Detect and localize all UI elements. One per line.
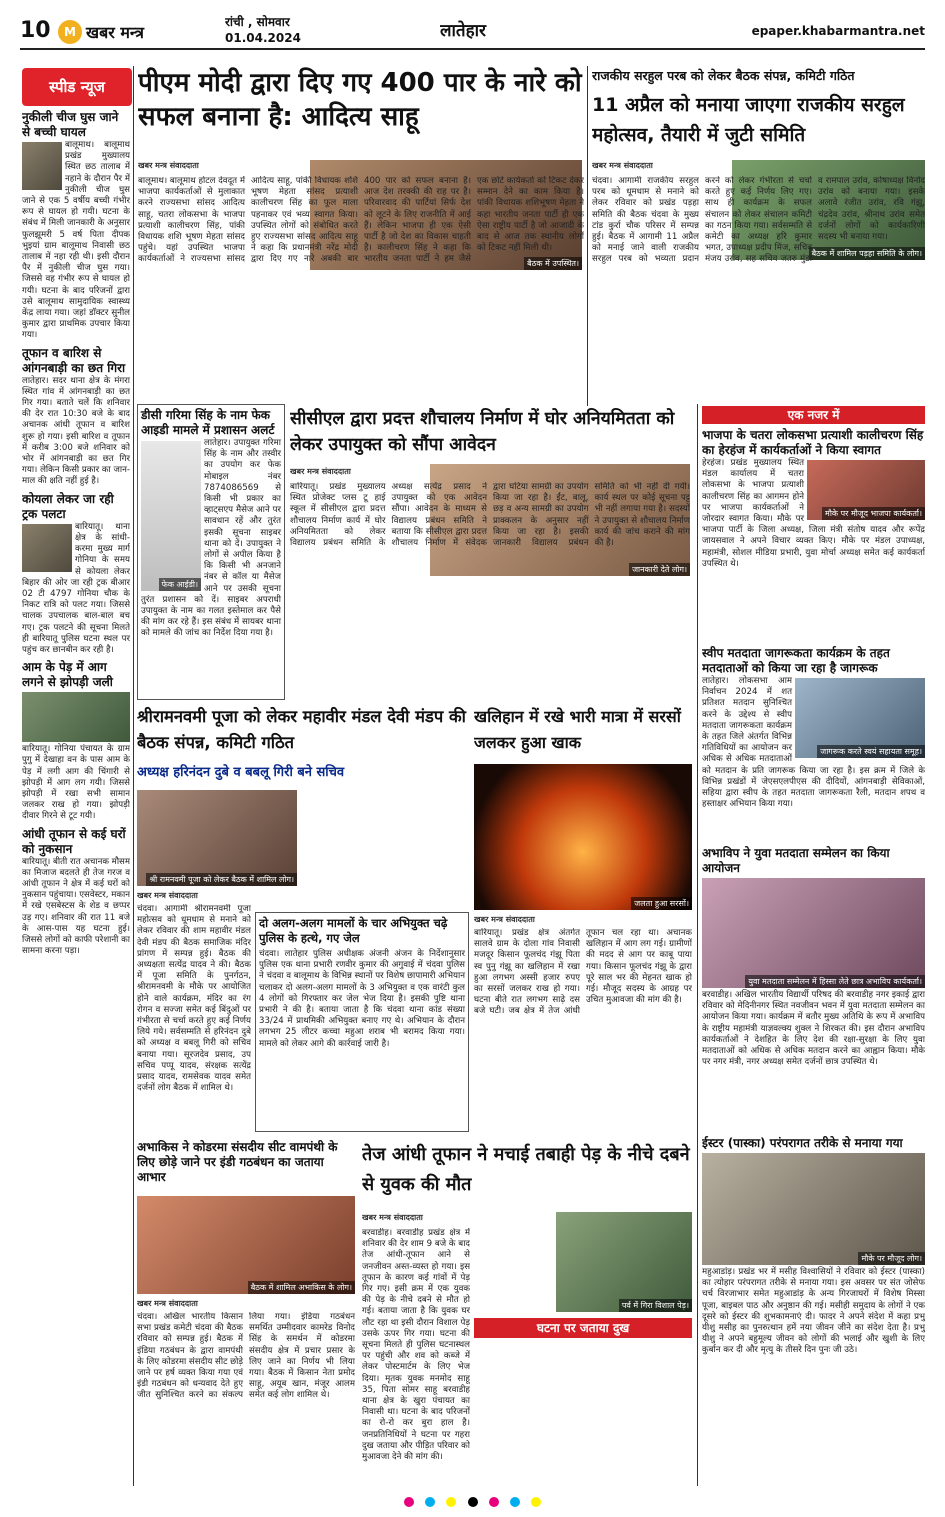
dateline (225, 14, 365, 50)
storm-highlight: घटना पर जताया दुख (474, 1318, 692, 1338)
fake-id-photo (141, 441, 201, 591)
top-story-byline: खबर मन्त्र संवाददाता (138, 161, 199, 170)
column-divider (697, 404, 698, 1486)
toilet-byline: खबर मन्त्र संवाददाता (290, 467, 351, 476)
ek-nazar-item-1 (702, 428, 925, 640)
newspaper-logo (58, 18, 168, 46)
left-item-text: बारियातू। गोनिया पंचायत के ग्राम पुगु में देखाहा वन के पास आम के पेड़ में लगी आग की चिंगारी से झोपड़ी में आग लग गयी। जिससे झोपड़ी में रखा सभी सामान जलकर राख हो गया। झोपड़ी दीवार गिरने से टूट गयी। (22, 744, 130, 822)
kodarma-headline: अभाकिस ने कोडरमा संसदीय सीट वामपंथी के लिए छोड़े जाने पर इंडी गठबंधन का जताया आभार (137, 1140, 338, 1184)
fake-id-text: लातेहार। उपायुक्त गरिमा सिंह के नाम और तस्वीर का उपयोग कर फेक मोबाइल नंबर 7874086569 से किसी भी प्रकार का व्हाट्सएप मैसेज आने पर सावधान रहें और तुरंत इसकी सूचना साइबर थाना को दें। उपायुक्त ने लोगों से अपील किया है कि किसी भी अनजाने नंबर से कॉल या मैसेज आने पर उसकी सूचना तुरंत प्रशासन को दें। साइबर अपराधी उपायुक्त के नाम का गलत इस्तेमाल कर पैसे की मांग कर रहे हैं। इस संबंध में सायबर थाना को मामले की जांच का निर्देश दिया गया है। (141, 438, 281, 639)
photo-caption: फेक आईडी। (159, 578, 201, 591)
left-item-title: आम के पेड़ में आग लगने से झोपड़ी जली (22, 660, 113, 690)
photo-caption: बैठक में उपस्थित। (524, 257, 582, 270)
sarhul-headline: 11 अप्रैल को मनाया जाएगा राजकीय सरहुल महोत्सव, तैयारी में जुटी समिति (592, 94, 905, 146)
left-item-text: बारियातू। बीती रात अचानक मौसम का मिजाज बदलते ही तेज गरज व आंधी तूफान ने क्षेत्र में कई घरों को नुकसान पहुंचाया। एसवेस्टर, मकान में रखे एसबेस्टस के शेड व छप्पर उड़ गए। शनिवार की रात 11 बजे के आस-पास यह घटना हुई। जिससे लोगों को काफी परेशानी का सामना करना पड़ा। (22, 856, 130, 957)
kodarma-photo (137, 1196, 355, 1294)
left-item-text: लातेहार। सदर थाना क्षेत्र के मंगरा स्थित गांव में आंगनबाड़ी का छत गिर गया। बताते चलें कि शनिवार की देर रात 10:30 बजे के बाद अचानक आंधी तूफान व बारिश शुरू हो गया। इसी बारिश व तूफान में करीब 3:00 बजे शनिवार को भोर में आंगनबाड़ी का छत गिर गया। लेकिन किसी प्रकार का जान-माल की क्षति नहीं हुई है। (22, 375, 130, 487)
mustard-byline: खबर मन्त्र संवाददाता (474, 915, 535, 924)
ramnavami-text-cont (302, 790, 467, 910)
ek-nazar-title: भाजपा के चतरा लोकसभा प्रत्याशी कालीचरण सिंह का हेरहंज में कार्यकर्ताओं ने किया स्वागत (702, 428, 924, 457)
news-photo (795, 678, 925, 758)
ramnavami-headline: श्रीरामनवमी पूजा को लेकर महावीर मंडल देवी मंडप की बैठक संपन्न, कमिटी गठित (137, 707, 466, 752)
register-dot (468, 1497, 478, 1507)
storm-text: बरवाडीह। बरवाडीह प्रखंड क्षेत्र में शनिवार की देर शाम 9 बजे के बाद तेज आंधी-तूफान आने से जनजीवन अस्त-व्यस्त हो गया। इस तूफान के कारण कई गांवों में पेड़ गिर गए। इसी क्रम में एक युवक की पेड़ के नीचे दबने से मौत हो गई। बताया जाता है कि युवक घर लौट रहा था इसी दौरान विशाल पेड़ उसके ऊपर गिर गया। घटना की सूचना मिलते ही पुलिस घटनास्थल पर पहुंची और शव को कब्जे में लेकर पोस्टमार्टम के लिए भेज दिया। मृतक युवक मनमोद साहू 35, पिता सोमर साहू बरवाडीह थाना क्षेत्र के खुरा पंचायत का निवासी था। घटना के बाद परिजनों का रो-रो कर बुरा हाल है। जनप्रतिनिधियों ने घटना पर गहरा दुख जताया और पीड़ित परिवार को मुआवजा देने की मांग की। (362, 1228, 470, 1463)
column-divider (587, 66, 588, 406)
photo-caption: जागरूक करते स्वयं सहायता समूह। (817, 745, 925, 758)
photo-caption: जानकारी देते लोग। (629, 563, 690, 576)
ek-nazar-title: ईस्टर (पास्का) परंपरागत तरीके से मनाया गया (702, 1136, 903, 1150)
crime-text: चंदवा। लातेहार पुलिस अधीक्षक अंजनी अंजन के निर्देशानुसार पुलिस एक थाना प्रभारी रणवीर कुमार की अगुवाई में चंदवा पुलिस ने चंदवा व बालूमाथ के विभिन्न स्थानों पर विशेष छापामारी अभियान चलाकर दो अलग-अलग मामलों के 3 अभियुक्त व एक वारंटी कुल 4 लोगों को गिरफ्तार कर जेल भेज दिया है। इसकी पुष्टि थाना प्रभारी ने की है। बताया जाता है कि चंदवा थाना कांड संख्या 33/24 में प्राथमिकी अभियुक्त बनाए गए थे। अभियान के दौरान लगभग 25 लीटर कच्चा महुआ शराब भी बरामद किया गया। मामले को लेकर आगे की कार्रवाई जारी है। (259, 949, 465, 1049)
kodarma-text: चंदवा। अखिल भारतीय किसान सभा प्रखंड कमेटी चंदवा की बैठक रविवार को सम्पन्न हुई। बैठक में इंडिया गठबंधन के द्वारा वामपंथी के लिए कोडरमा संसदीय सीट छोड़े जाने पर हर्ष व्यक्त किया गया एवं इंडी गठबंधन को धन्यवाद देते हुए जीत सुनिश्चित करने का संकल्प लिया गया। इंडिया गठबंधन समर्थित उम्मीदवार कामरेड विनोद सिंह के समर्थन में कोडरमा संसदीय क्षेत्र में प्रचार प्रसार के लिए जाने का निर्णय भी लिया गया। बैठक में किसान नेता प्रमोद साहू, अयूब खान, मंजूर आलम समेत कई लोग शामिल थे। (137, 1312, 355, 1401)
left-item-title: नुकीली चीज घुस जाने से बच्ची घायल (22, 110, 119, 139)
crime-box (255, 912, 469, 1132)
register-dot (489, 1497, 499, 1507)
left-item-text: बारियातू। थाना क्षेत्र के सांधी-करमा मुख्य मार्ग गोनिया के समय से कोयला लेकर बिहार की ओर जा रही ट्रक बीआर 02 टी 4797 गोनिया चौक के निकट रात्रि को पलट गया। जिससे चालक उपचालक बाल-बाल बच गए। ट्रक पलटने की सूचना मिलते ही बारियातू पुलिस घटना स्थल पर पहुंच कर छानबीन कर रही है। (22, 521, 130, 655)
kodarma-byline: खबर मन्त्र संवाददाता (137, 1299, 198, 1308)
storm-headline: तेज आंधी तूफान ने मचाई तबाही पेड़ के नीचे दबने से युवक की मौत (362, 1144, 690, 1195)
speed-news-badge: स्पीड न्यूज (22, 68, 132, 106)
ek-nazar-label: एक नजर में (702, 406, 925, 424)
ek-nazar-title: स्वीप मतदाता जागरूकता कार्यक्रम के तहत मतदाताओं को किया जा रहा है जागरूक (702, 646, 890, 675)
ek-nazar-text: हेरहंज। प्रखंड मुख्यालय स्थित मंडल कार्यालय में चतरा लोकसभा के भाजपा प्रत्याशी कालीचरण सिंह का आगमन होने पर भाजपा कार्यकर्ताओं ने जोरदार स्वागत किया। मौके पर भाजपा पार्टी के जिला अध्यक्ष, जिला मंत्री संतोष यादव और रूपेंद्र जायसवाल ने अपने विचार व्यक्त किए। मौके पर मंडल उपाध्यक्ष, महामंत्री, सोशल मीडिया प्रभारी, युवा मोर्चा अध्यक्ष समेत कई कार्यकर्ता उपस्थित थे। (702, 458, 925, 569)
news-photo (22, 692, 130, 742)
ek-nazar-text: महुआडांड़। प्रखंड भर में मसीह विश्वासियों ने रविवार को ईस्टर (पास्का) का त्योहार परंपरागत तरीके से मनाया गया। इस अवसर पर संत जोसेफ चर्च विरजाभार समेत महुआडांड़ के अन्य गिरजाघरों में विशेष मिस्सा पूजा, बाइबल पाठ और अनुष्ठान की गई। मसीही समुदाय के लोगों ने एक दूसरे को ईस्टर की शुभकामनाएं दी। फादर ने अपने संदेश में कहा प्रभु यीशु मसीह का पुनरुत्थान हमें नया जीवन जीने का संदेश देता है। प्रभु यीशु ने अपने बहुमूल्य जीवन को लोगों की भलाई और खुशी के लिए कुर्बान कर दी और मृत्यु के तीसरे दिन पुनः जी उठे। (702, 1267, 925, 1356)
ek-nazar-item-4 (702, 1136, 925, 1486)
ek-nazar-item-2 (702, 646, 925, 842)
photo-caption: मौके पर मौजूद लोग। (858, 1252, 925, 1265)
left-item-title: कोयला लेकर जा रही ट्रक पलटा (22, 491, 114, 521)
ramnavami-subhead: अध्यक्ष हरिनंदन दुबे व बबलू गिरी बने सचिव (137, 765, 345, 780)
crime-headline: दो अलग-अलग मामलों के चार अभियुक्त चढ़े पुलिस के हत्थे, गए जेल (259, 916, 448, 945)
news-photo (22, 524, 72, 572)
website-link[interactable]: epaper.khabarmantra.net (751, 24, 925, 38)
logo-icon: M (58, 20, 82, 44)
city-day: रांची , सोमवार (225, 15, 290, 29)
column-divider (133, 66, 134, 1486)
register-dot (510, 1497, 520, 1507)
photo-caption: बैठक में शामिल पड़हा समिति के लोग। (809, 247, 925, 260)
storm-text-cont (474, 1342, 692, 1486)
sarhul-byline: खबर मन्त्र संवाददाता (592, 161, 653, 170)
storm-byline: खबर मन्त्र संवाददाता (362, 1213, 423, 1222)
news-photo (702, 1153, 925, 1265)
ek-nazar-title: अभाविप ने युवा मतदाता सम्मेलन का किया आयोजन (702, 846, 890, 875)
left-item-4 (22, 660, 130, 822)
sarhul-text: चंदवा। आगामी राजकीय सरहुल परब को धूमधाम से मनाने को लेकर रविवार को प्रखंड पड़हा समिति की बैठक चंदवा के मुख्य टांड कुर्रा चौक परिसर में सम्पन्न हुई। बैठक में आगामी 11 अप्रैल को मनाई जाने वाली राजकीय सरहुल परब को भव्यता प्रदान करने को लेकर गंभीरता से चर्चा करते हुए कई निर्णय लिए गए। साथ ही कार्यक्रम के सफल संचालन को लेकर संचालन कमिटी का गठन किया गया। सर्वसम्मति से कमेटी का अध्यक्ष हरि कुमार भगत, उपाध्यक्ष प्रदीप मिंज, सचिव मंजय उरांव, सह सचिव जतरु मुंडा व रामपाल उरांव, कोषाध्यक्ष विनोद उरांव को बनाया गया। इसके अलावे रंजीत उरांव, रवि गंझू, चंद्रदेव उरांव, श्रीनाथ उरांव समेत दर्जनों लोगों को कार्यकारिणी सदस्य भी बनाया गया। (592, 176, 925, 265)
mustard-text: बारियातू। प्रखंड क्षेत्र अंतर्गत सालवे ग्राम के दोला गांव निवासी मजदूर किसान फूलचंद गंझू पिता स्व पुनु गंझू का खलिहान में रखा हुआ लगभग अस्सी हजार रुपए का सरसों जलकर राख हो गया। घटना बीते रात लगभग साढ़े दस बजे घटी। जब क्षेत्र में तेज आंधी तूफान चल रहा था। अचानक खलिहान में आग लग गई। ग्रामीणों की मदद से आग पर काबू पाया गया। किसान फूलचंद गंझू के द्वारा पूरे साल भर की मेहनत खाक हो गई। मौजूद सदस्य के आग्रह पर उचित मुआवजा की मांग की है। (474, 928, 692, 1017)
left-item-5 (22, 827, 130, 958)
left-item-text: बालूमाथ। बालूमाथ प्रखंड मुख्यालय स्थित छठ तालाब में नहाने के दौरान पैर में नुकीली चीज घुस जाने से एक 5 वर्षीय बच्ची गंभीर रूप से घायल हो गयी। घटना के संबंध में मिली जानकारी के अनुसार फुलझूमरी 5 वर्ष पिता दीपक भुइयां ग्राम बालूमाथ निवासी छठ तालाब में नहा रही थी। इसी दौरान पैर में नुकीली चीज घुस गया। जिससे वह गंभीर रूप से घायल हो गयी। घटना के बाद परिजनों द्वारा उसे बालूमाथ सामुदायिक स्वास्थ्य केंद्र लाया गया। जहां डॉक्टर सुनील कुमार द्वारा प्राथमिक उपचार किया गया। (22, 140, 130, 341)
ek-nazar-text: लातेहार। लोकसभा आम निर्वाचन 2024 में शत प्रतिशत मतदान सुनिश्चित करने के उद्देश्य से स्वीप मतदाता जागरूकता कार्यक्रम के तहत जिले अंतर्गत विभिन्न गतिविधियों का आयोजन कर अधिक से अधिक मतदाताओं को मतदान के प्रति जागरूक किया जा रहा है। इस क्रम में जिले के विभिन्न प्रखंडों में जेएसएलपीएस की दीदियों, आंगनबाड़ी सेविकाओं, सहिया द्वारा स्वीप के तहत मतदाता जागरूकता रैली, मतदान शपथ व हस्ताक्षर अभियान किया गया। (702, 676, 925, 810)
register-dot (404, 1497, 414, 1507)
left-item-title: आंधी तूफान से कई घरों को नुकसान (22, 826, 126, 856)
ramnavami-byline: खबर मन्त्र संवाददाता (137, 891, 198, 900)
footer-register-marks (0, 1492, 945, 1512)
photo-caption: जलता हुआ सरसों। (631, 897, 692, 910)
toilet-text: बारियातू। प्रखंड मुख्यालय स्थित प्रोजेक्ट प्लस टू हाई स्कूल में सीसीएल द्वारा प्रदत्त शौचालय निर्माण कार्य में घोर अनियमितता को लेकर विद्यालय प्रबंधन समिति के अध्यक्ष सत्येंद्र प्रसाद ने उपायुक्त को एक आवेदन सौंपा। आवेदन के माध्यम से विद्यालय प्रबंधन समिति ने बताया कि सीसीएल द्वारा प्रदत्त शौचालय निर्माण में संवेदक द्वारा घटिया सामग्री का उपयोग किया जा रहा है। ईंट, बालू, छड़ व अन्य सामग्री का उपयोग प्राक्कलन के अनुसार नहीं किया जा रहा है। इसकी जानकारी विद्यालय प्रबंधन समिति को भी नहीं दी गयी। कार्य स्थल पर कोई सूचना पट्ट भी नहीं लगाया गया है। सदस्यों ने उपायुक्त से शौचालय निर्माण कार्य की जांच कराने की मांग की है। (290, 482, 690, 549)
mustard-headline: खलिहान में रखे भारी मात्रा में सरसों जलकर हुआ खाक (474, 707, 681, 752)
mustard-photo (474, 764, 692, 910)
top-story-text: बालूमाथ। बालूमाथ होटल देवदूत में भाजपा कार्यकर्ताओं से मुलाकात करने राज्यसभा सांसद आदित्य साहू, चतरा लोकसभा के भाजपा प्रत्याशी कालीचरण सिंह, पांकी विधायक शशि भूषण मेहता सांसद पहुंचे। यहां उपस्थित भाजपा कार्यकर्ताओं ने राज्यसभा सांसद आदित्य साहू, पांकी विधायक शशि भूषण मेहता सांसद प्रत्याशी कालीचरण सिंह का फूल माला पहनाकर एवं भव्य स्वागत किया। उपस्थित लोगों को संबोधित करते हुए राज्यसभा सांसद आदित्य साहू ने कहा कि प्रधानमंत्री नरेंद्र मोदी द्वारा दिए गए नारे अबकी बार 400 पार को सफल बनाना है। आज देश तरक्की की राह पर है। परिवारवाद की पार्टियां सिर्फ देश को लूटने के लिए राजनीति में आई हैं। लेकिन भाजपा ही एक ऐसी पार्टी है जो देश का विकास चाहती है। कालीचरण सिंह ने कहा कि भारतीय जनता पार्टी ने हम जैसे एक छोटे कार्यकर्ता को टिकट देकर सम्मान देने का काम किया है। पांकी विधायक शशिभूषण मेहता ने कहा भारतीय जनता पार्टी ही एक ऐसा राष्ट्रीय पार्टी है जो आजादी के बाद से आज तक स्थानीय लोगों को टिकट नहीं मिली थी। (138, 176, 584, 265)
toilet-headline: सीसीएल द्वारा प्रदत्त शौचालय निर्माण में घोर अनियमितता को लेकर उपायुक्त को सौंपा आवेदन (290, 409, 675, 455)
register-dot (446, 1497, 456, 1507)
photo-caption: पर्व में गिरा विशाल पेड़। (619, 1299, 692, 1312)
news-photo (702, 878, 925, 988)
page-number: 10 (20, 18, 51, 43)
register-dot (425, 1497, 435, 1507)
fake-id-box (137, 404, 285, 700)
issue-date: 01.04.2024 (225, 31, 301, 45)
photo-caption: मौके पर मौजूद भाजपा कार्यकर्ता। (822, 507, 925, 520)
logo-text: खबर मन्त्र (86, 23, 144, 42)
section-name: लातेहार (440, 21, 487, 41)
left-column (22, 110, 130, 1488)
left-item-title: तूफान व बारिश से आंगनबाड़ी का छत गिरा (22, 345, 126, 375)
ek-nazar-text: बरवाडीह। अखिल भारतीय विद्यार्थी परिषद की बरवाडीह नगर इकाई द्वारा रविवार को मेदिनीनगर स्थित नवजीवन भवन में युवा मतदाता सम्मेलन का आयोजन किया गया। कार्यक्रम में बतौर मुख्य अतिथि के रूप में अभाविप के राष्ट्रीय महामंत्री याज्ञवल्क्य शुक्ल ने शिरकत की। इस दौरान अभाविप कार्यकर्ताओं ने देशहित के लिए देश की रक्षा-सुरक्षा के लिए युवा मतदाताओं को अधिक से अधिक मतदान करने का आह्वान किया। मौके पर नगर मंत्री, नगर अध्यक्ष समेत दर्जनों छात्र उपस्थित थे। (702, 990, 925, 1068)
sarhul-kicker: राजकीय सरहुल परब को लेकर बैठक संपन्न, कमिटी गठित (592, 68, 855, 83)
news-photo (22, 142, 62, 190)
register-dot (531, 1497, 541, 1507)
fake-id-headline: डीसी गरिमा सिंह के नाम फेक आइडी मामले में प्रशासन अलर्ट (141, 408, 275, 437)
left-item-2 (22, 346, 130, 488)
left-item-1 (22, 110, 130, 342)
photo-caption: श्री रामनवमी पूजा को लेकर बैठक में शामिल लोग। (146, 873, 297, 886)
photo-caption: बैठक में शामिल अभाकिस के लोग। (248, 1281, 355, 1294)
ramnavami-photo (137, 790, 297, 886)
top-story-headline: पीएम मोदी द्वारा दिए गए 400 पार के नारे को सफल बनाना है: आदित्य साहू (138, 68, 582, 132)
storm-photo (556, 1212, 692, 1312)
news-photo (807, 460, 925, 520)
ek-nazar-item-3 (702, 846, 925, 1134)
left-item-3 (22, 492, 130, 656)
ramnavami-text: चंदवा। आगामी श्रीरामनवमी पूजा महोत्सव को धूमधाम से मनाने को लेकर रविवार की शाम महावीर मंडल देवी मंडप की बैठक समाजिक मंदिर प्रांगण में सम्पन्न हुई। बैठक की अध्यक्षता सत्येंद्र यादव ने की। बैठक में पूजा समिति के पुनर्गठन, श्रीरामनवमी के मौके पर आयोजित होने वाले कार्यक्रम, मंदिर का रंग रोगन व सज्जा समेत कई बिंदुओं पर गंभीरता से चर्चा करते हुए कई निर्णय लिये गये। सर्वसम्मति से हरिनंदन दुबे को अध्यक्ष व बबलू गिरी को सचिव बनाया गया। सूरजदेव प्रसाद, उप सचिव पप्पू यादव, संरक्षक सत्येंद्र प्रसाद यादव, रामसेवक यादव समेत दर्जनों लोग बैठक में शामिल थे। (137, 904, 251, 1094)
photo-caption: युवा मतदाता सम्मेलन में हिस्सा लेते छात्र अभाविप कार्यकर्ता। (745, 975, 925, 988)
